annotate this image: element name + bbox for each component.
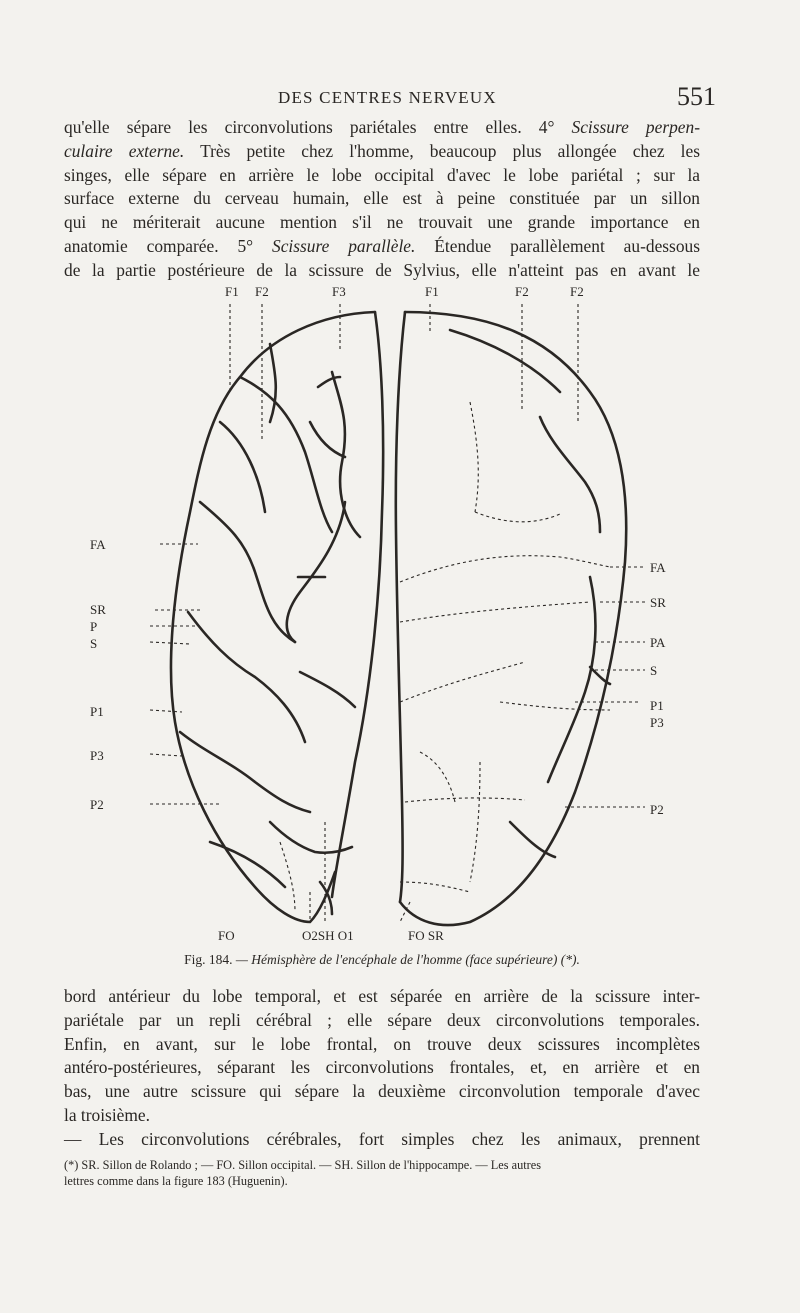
text-italic: Scissure perpen- <box>571 117 701 137</box>
label-sr-right: SR <box>650 595 666 610</box>
footnote-line: (*) SR. Sillon de Rolando ; — FO. Sillon occipital. — SH. Sillon de l'hippocampe. — Les autres <box>64 1158 541 1172</box>
text-line <box>64 116 700 140</box>
label-p2-left: P2 <box>90 797 104 812</box>
text-line: culaire externe. Très petite chez l'homme, beaucoup plus allongée chez les <box>64 140 700 161</box>
paragraph-top <box>64 116 700 283</box>
page-number: 551 <box>677 82 716 111</box>
text-italic: Scissure parallèle. <box>272 235 416 256</box>
text-line: — Les circonvolutions cérébrales, fort simples chez les animaux, prennent <box>64 1128 700 1149</box>
text-italic: culaire externe. <box>64 140 185 161</box>
label-f3-left: F3 <box>332 284 346 299</box>
text-line: qui ne mériterait aucune mention s'il ne trouvait une grande importance en <box>64 212 700 233</box>
text-line: bord antérieur du lobe temporal, et est séparée en arrière de la scissure inter- <box>64 986 700 1006</box>
footnote <box>64 1157 704 1189</box>
label-p2-right: P2 <box>650 802 664 817</box>
brain-figure <box>70 282 710 942</box>
label-fo-sr: FO SR <box>408 928 444 943</box>
label-pa-right: PA <box>650 635 666 650</box>
label-f1-right: F1 <box>425 284 439 299</box>
paragraph-bottom <box>64 985 700 1152</box>
text-line: la troisième. <box>64 1104 150 1125</box>
text-seg: qu'elle sépare les circonvolutions pariétales entre elles. 4° <box>64 117 572 137</box>
figure-caption <box>64 952 700 968</box>
label-fa-left: FA <box>90 537 106 552</box>
text-line: Enfin, en avant, sur le lobe frontal, on trouve deux scissures incomplètes <box>64 1033 700 1054</box>
brain-hemisphere-illustration <box>70 282 710 942</box>
label-p1-left: P1 <box>90 704 104 719</box>
text-line: surface externe du cerveau humain, elle est à peine constituée par un sillon <box>64 188 700 209</box>
text-line: de la partie postérieure de la scissure de Sylvius, elle n'atteint pas en avant le <box>64 259 700 280</box>
label-p-left: P <box>90 619 98 634</box>
footnote-line: lettres comme dans la figure 183 (Huguenin). <box>64 1174 288 1188</box>
caption-number: Fig. 184. <box>184 952 233 967</box>
running-header <box>64 82 716 116</box>
label-s-right: S <box>650 663 658 678</box>
label-p3-left: P3 <box>90 748 104 763</box>
label-p3-right: P3 <box>650 715 664 730</box>
label-fa-right: FA <box>650 560 666 575</box>
text-line: bas, une autre scissure qui sépare la deuxième circonvolution temporale d'avec <box>64 1081 700 1102</box>
text-line: antéro-postérieures, séparant les circonvolutions frontales, et, en arrière et en <box>64 1057 700 1078</box>
label-f2-left: F2 <box>255 284 269 299</box>
label-f2-right-2: F2 <box>570 284 584 299</box>
label-sr-left: SR <box>90 602 106 617</box>
label-f1-left: F1 <box>225 284 239 299</box>
text-line: singes, elle sépare en arrière le lobe occipital d'avec le lobe pariétal ; sur la <box>64 164 700 185</box>
text-line: pariétale par un repli cérébral ; elle sépare deux circonvolutions temporales. <box>64 1009 700 1030</box>
label-o2sh-o1: O2SH O1 <box>302 928 354 943</box>
label-fo: FO <box>218 928 235 943</box>
text-line: anatomie comparée. 5° Scissure parallèle. Étendue parallèlement au-dessous <box>64 235 700 256</box>
label-p1-right: P1 <box>650 698 664 713</box>
running-title: DES CENTRES NERVEUX <box>278 88 497 107</box>
label-s-left: S <box>90 636 98 651</box>
label-f2-right: F2 <box>515 284 529 299</box>
caption-text: — Hémisphère de l'encéphale de l'homme (face supérieure) (*). <box>235 952 580 967</box>
